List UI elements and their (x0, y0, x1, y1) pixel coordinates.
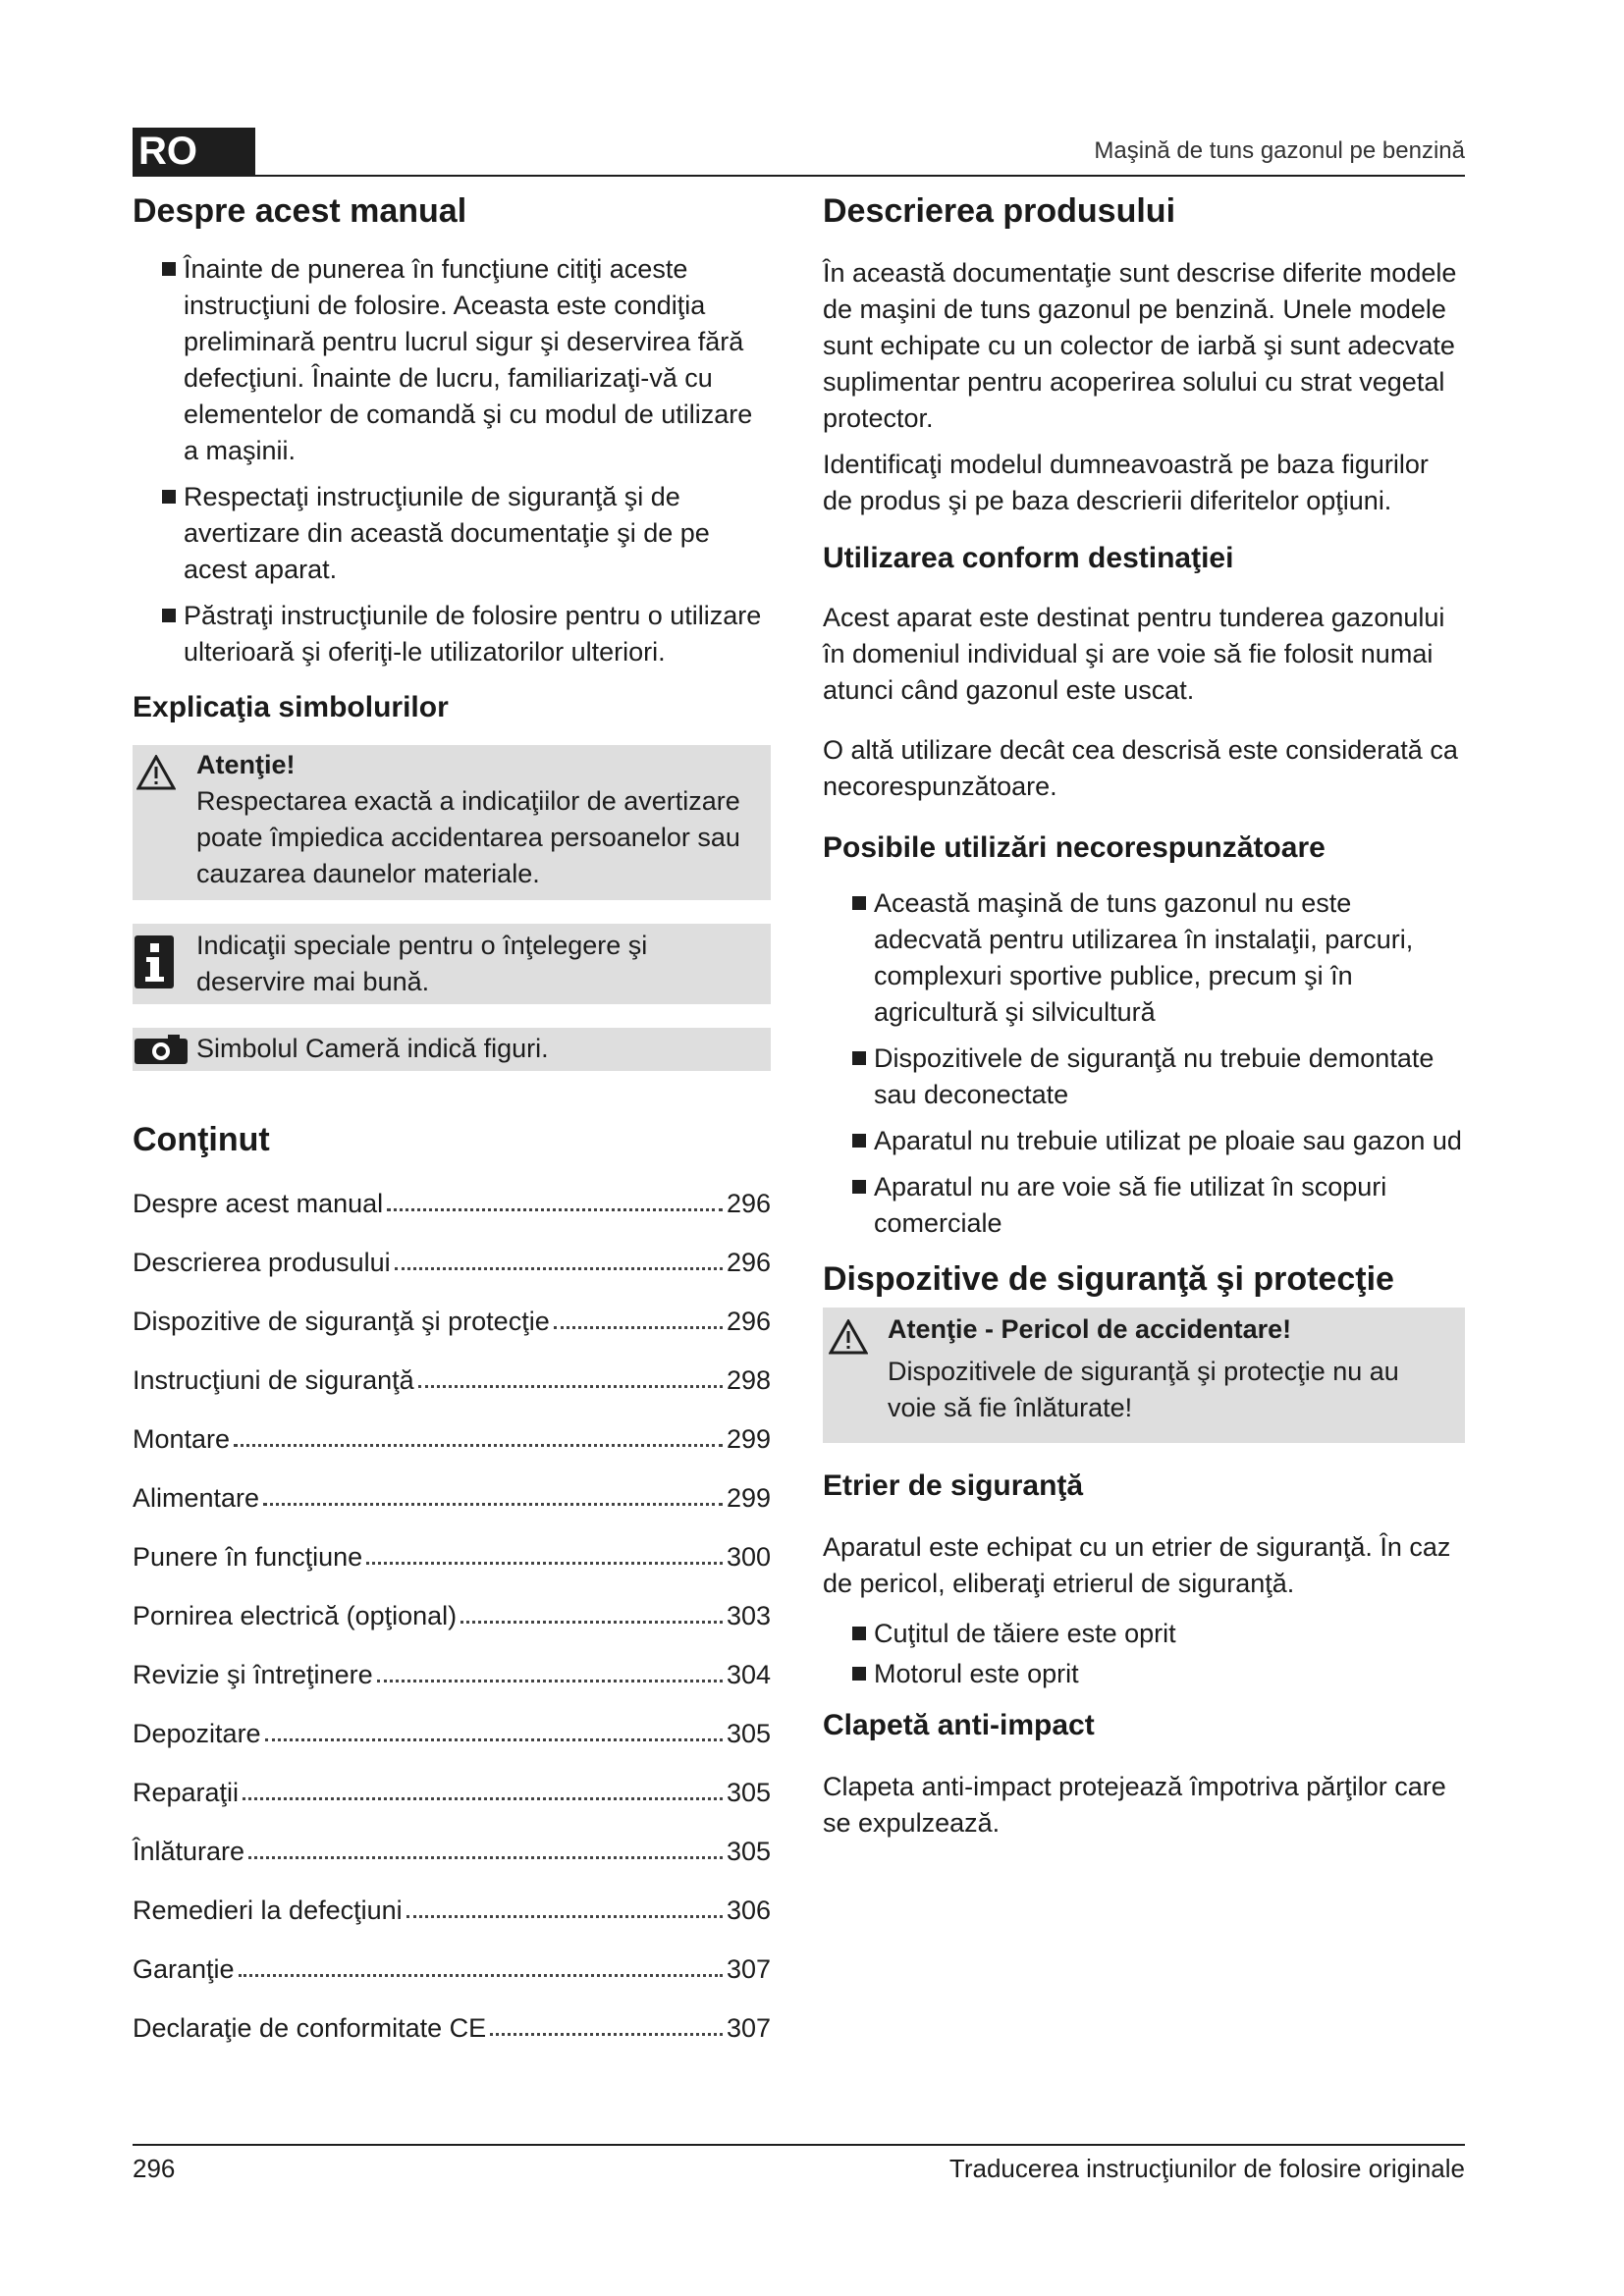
bail-heading: Etrier de siguranţă (823, 1468, 1084, 1502)
toc-leader-dots (554, 1326, 723, 1329)
toc-title: Dispozitive de siguranţă şi protecţie (133, 1306, 550, 1336)
toc-leader-dots (490, 2033, 723, 2036)
toc-page: 300 (726, 1541, 771, 1572)
toc-page: 296 (726, 1188, 771, 1218)
toc-row (133, 1926, 771, 1985)
list-item: Păstraţi instrucţiunile de folosire pentru o utilizare ulterioară şi oferiţi-le utilizatorilor ulteriori. (133, 598, 771, 670)
toc-title: Revizie şi întreţinere (133, 1659, 373, 1689)
footer-divider (133, 2144, 1465, 2146)
toc-row (133, 1867, 771, 1926)
toc-page: 307 (726, 2012, 771, 2043)
camera-note (133, 1028, 771, 1071)
toc-leader-dots (418, 1385, 723, 1388)
misuse-heading: Posibile utilizări necorespunzătoare (823, 830, 1326, 864)
footer-note: Traducerea instrucţiunilor de folosire originale (948, 2154, 1465, 2183)
toc-title: Garanţie (133, 1953, 235, 1984)
toc-leader-dots (366, 1562, 723, 1565)
table-of-contents (133, 1160, 771, 2044)
toc-leader-dots (460, 1621, 723, 1624)
document-title: Maşină de tuns gazonul pe benzină (1094, 137, 1465, 164)
toc-page: 299 (726, 1423, 771, 1454)
toc-page: 305 (726, 1718, 771, 1748)
toc-leader-dots (234, 1444, 723, 1447)
product-paragraph-2: Identificaţi modelul dumneavoastră pe baza figurilor de produs şi pe baza descrierii diferitelor opţiuni. (823, 449, 1429, 515)
toc-row (133, 1690, 771, 1749)
safety-warning-note (823, 1308, 1465, 1443)
toc-row (133, 1985, 771, 2044)
bullet-square-icon (162, 490, 176, 504)
toc-title: Remedieri la defecţiuni (133, 1895, 403, 1925)
toc-page: 305 (726, 1777, 771, 1807)
toc-row (133, 1631, 771, 1690)
warning-text: Respectarea exactă a indicaţiilor de avertizare poate împiedica accidentarea persoanelor sau cauzarea daunelor materiale. (196, 785, 740, 888)
toc-page: 298 (726, 1364, 771, 1395)
toc-title: Instrucţiuni de siguranţă (133, 1364, 414, 1395)
toc-title: Reparaţii (133, 1777, 240, 1807)
toc-leader-dots (265, 1738, 723, 1741)
toc-page: 303 (726, 1600, 771, 1630)
toc-leader-dots (263, 1503, 723, 1506)
flap-paragraph: Clapeta anti-impact protejează împotriva părţilor care se expulzează. (823, 1771, 1446, 1838)
toc-row (133, 1514, 771, 1573)
toc-title: Despre acest manual (133, 1188, 384, 1218)
toc-row (133, 1278, 771, 1337)
info-icon (135, 935, 174, 988)
language-badge: RO (133, 128, 255, 175)
toc-row (133, 1219, 771, 1278)
toc-row (133, 1749, 771, 1808)
info-text: Indicaţii speciale pentru o înţelegere şi deservire mai bună. (196, 930, 648, 996)
bullet-square-icon (162, 262, 176, 276)
bullet-square-icon (852, 896, 866, 910)
bail-bullets (823, 1616, 1465, 1692)
toc-leader-dots (406, 1915, 723, 1918)
toc-row (133, 1160, 771, 1219)
bail-paragraph: Aparatul este echipat cu un etrier de siguranţă. În caz de pericol, eliberaţi etrierul de siguranţă. (823, 1531, 1451, 1598)
toc-page: 296 (726, 1247, 771, 1277)
warning-triangle-icon (136, 755, 176, 790)
warning-triangle-icon (829, 1319, 868, 1355)
bullet-square-icon (162, 609, 176, 622)
misuse-bullets (823, 885, 1465, 1242)
toc-leader-dots (387, 1208, 723, 1211)
list-item: Aparatul nu trebuie utilizat pe ploaie sau gazon ud (823, 1123, 1465, 1159)
bullet-square-icon (852, 1134, 866, 1148)
toc-title: Declaraţie de conformitate CE (133, 2012, 487, 2043)
toc-title: Înlăturare (133, 1836, 245, 1866)
toc-title: Punere în funcţiune (133, 1541, 363, 1572)
safety-warning-title: Atenţie - Pericol de accidentare! (888, 1313, 1292, 1344)
list-item: Motorul este oprit (823, 1656, 1465, 1692)
toc-title: Descrierea produsului (133, 1247, 391, 1277)
toc-page: 304 (726, 1659, 771, 1689)
toc-page: 299 (726, 1482, 771, 1513)
flap-heading: Clapetă anti-impact (823, 1708, 1095, 1741)
list-item: Respectaţi instrucţiunile de siguranţă şi de avertizare din această documentaţie şi de pe acest aparat. (133, 479, 771, 588)
camera-icon (135, 1035, 188, 1064)
toc-title: Pornirea electrică (opţional) (133, 1600, 458, 1630)
symbols-heading: Explicaţia simbolurilor (133, 690, 449, 723)
product-heading: Descrierea produsului (823, 192, 1176, 230)
toc-leader-dots (377, 1680, 723, 1682)
list-item: Cuţitul de tăiere este oprit (823, 1616, 1465, 1652)
list-item: Înainte de punerea în funcţiune citiţi aceste instrucţiuni de folosire. Aceasta este condiţia preliminară pentru lucrul sigur şi deservirea fără defecţiuni. Înainte de lucru, familiarizaţi-vă cu elementelor de comandă şi cu modul de utilizare a maşinii. (133, 251, 771, 469)
toc-title: Depozitare (133, 1718, 261, 1748)
product-paragraph-1: În această documentaţie sunt descrise diferite modele de maşini de tuns gazonul pe benzină. Unele modele sunt echipate cu un colector de iarbă şi sunt adecvate suplimentar pentru acoperirea solului cu strat vegetal protector. (823, 257, 1457, 433)
info-note (133, 924, 771, 1004)
toc-title: Alimentare (133, 1482, 260, 1513)
contents-heading: Conţinut (133, 1120, 270, 1158)
warning-note (133, 745, 771, 900)
toc-page: 306 (726, 1895, 771, 1925)
toc-page: 307 (726, 1953, 771, 1984)
bullet-square-icon (852, 1667, 866, 1681)
list-item: Aparatul nu are voie să fie utilizat în scopuri comerciale (823, 1169, 1465, 1242)
toc-row (133, 1455, 771, 1514)
list-item: Dispozitivele de siguranţă nu trebuie demontate sau deconectate (823, 1041, 1465, 1113)
toc-title: Montare (133, 1423, 231, 1454)
header-divider (133, 175, 1465, 177)
page-number: 296 (133, 2154, 176, 2183)
bullet-square-icon (852, 1627, 866, 1640)
camera-text: Simbolul Cameră indică figuri. (196, 1033, 549, 1063)
intended-use-heading: Utilizarea conform destinaţiei (823, 541, 1234, 574)
about-heading: Despre acest manual (133, 192, 467, 230)
bullet-square-icon (852, 1051, 866, 1065)
bullet-square-icon (852, 1180, 866, 1194)
about-bullets (133, 251, 771, 670)
left-column (133, 191, 771, 2044)
toc-page: 305 (726, 1836, 771, 1866)
right-column (823, 191, 1465, 1842)
warning-title: Atenţie! (196, 749, 296, 779)
toc-row (133, 1808, 771, 1867)
toc-row (133, 1396, 771, 1455)
intended-use-paragraph-2: O altă utilizare decât cea descrisă este considerată ca necorespunzătoare. (823, 734, 1458, 801)
intended-use-paragraph-1: Acest aparat este destinat pentru tunderea gazonului în domeniul individual şi are voie să fie folosit numai atunci când gazonul este uscat. (823, 602, 1445, 705)
toc-row (133, 1573, 771, 1631)
safety-heading: Dispozitive de siguranţă şi protecţie (823, 1259, 1394, 1298)
toc-page: 296 (726, 1306, 771, 1336)
toc-leader-dots (248, 1856, 723, 1859)
toc-leader-dots (239, 1974, 723, 1977)
toc-row (133, 1337, 771, 1396)
toc-leader-dots (243, 1797, 723, 1800)
safety-warning-text: Dispozitivele de siguranţă şi protecţie nu au voie să fie înlăturate! (888, 1356, 1399, 1422)
toc-leader-dots (395, 1267, 723, 1270)
list-item: Această maşină de tuns gazonul nu este adecvată pentru utilizarea în instalaţii, parcuri, complexuri sportive publice, precum şi în agricultură şi silvicultură (823, 885, 1465, 1031)
